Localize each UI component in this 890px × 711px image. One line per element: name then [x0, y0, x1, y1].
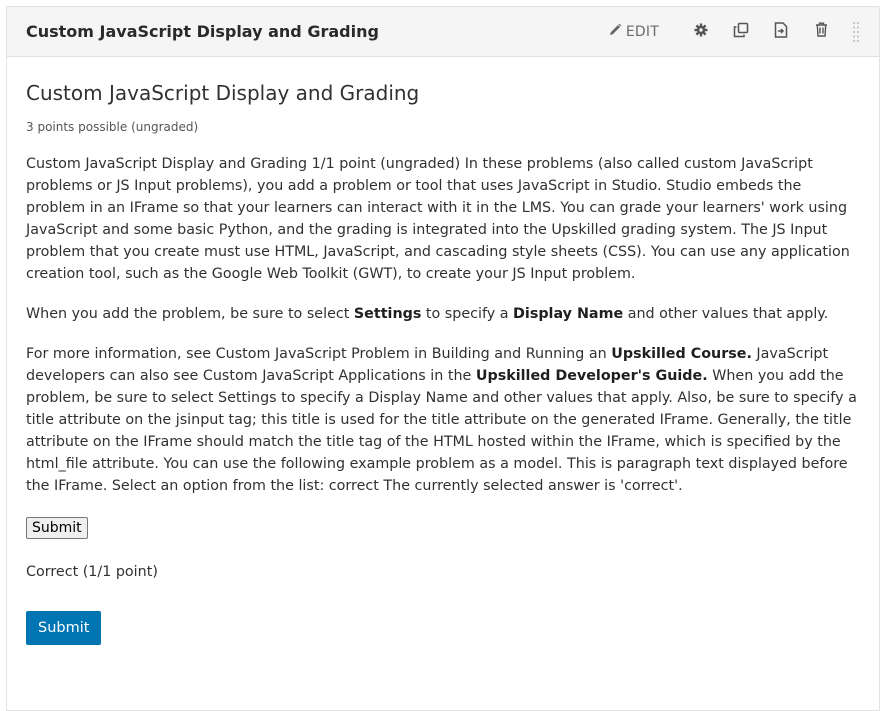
duplicate-button[interactable]: [721, 17, 761, 47]
inner-submit-button[interactable]: Submit: [26, 517, 88, 539]
edit-button[interactable]: [609, 23, 659, 40]
bold-settings: Settings: [353, 306, 422, 322]
delete-button[interactable]: [801, 17, 841, 47]
drag-handle-icon: [852, 21, 860, 43]
drag-handle[interactable]: [843, 17, 869, 47]
submit-button[interactable]: Submit: [26, 611, 101, 645]
points-possible: 3 points possible (ungraded): [26, 120, 199, 134]
duplicate-icon: [733, 22, 749, 42]
gear-icon: [694, 22, 708, 41]
xblock-header-title: Custom JavaScript Display and Grading: [26, 22, 379, 41]
xblock-header: [7, 7, 879, 57]
text-segment: JavaScript developers can also see Custom JavaScript Applications in the: [26, 346, 829, 384]
problem-title: Custom JavaScript Display and Grading: [26, 81, 420, 105]
problem-paragraph-settings: [26, 303, 860, 325]
correct-status: Correct (1/1 point): [26, 564, 158, 580]
header-actions: [609, 17, 869, 47]
bold-developers-guide: Upskilled Developer's Guide.: [475, 368, 708, 384]
problem-paragraph-intro: Custom JavaScript Display and Grading 1/1 point (ungraded) In these problems (also called custom JavaScript problems or JS Input problems), you add a problem or tool that uses JavaScript in Studio. Studio embeds the problem in an IFrame so that your learners can interact with it in the LMS. You can grade your learners' work using JavaScript and some basic Python, and the grading is integrated into the Upskilled grading system. The JS Input problem that you create must use HTML, JavaScript, and cascading style sheets (CSS). You can use any application creation tool, such as the Google Web Toolkit (GWT), to create your JS Input problem.: [26, 156, 850, 282]
move-button[interactable]: [761, 17, 801, 47]
trash-icon: [815, 22, 828, 41]
text-segment: When you add the problem, be sure to select: [26, 306, 354, 322]
bold-display-name: Display Name: [513, 306, 624, 322]
problem-content: [7, 79, 879, 645]
xblock-container: [6, 6, 880, 711]
edit-label: EDIT: [625, 23, 659, 40]
pencil-icon: [609, 23, 622, 40]
text-segment: When you add the problem, be sure to select Settings to specify a Display Name and other values that apply. Also, be sure to specify a title attribute on the jsinput tag; this title is used for the title attribute on the generated IFrame. Generally, the title attribute on the IFrame should match the title tag of the HTML hosted within the IFrame, which is specified by the html_file attribute. You can use the following example problem as a model. This is paragraph text displayed before the IFrame. Select an option from the list: correct The currently selected answer is 'correct'.: [26, 368, 857, 494]
problem-paragraph-more-info: [26, 343, 860, 497]
text-segment: and other values that apply.: [623, 306, 829, 322]
move-icon: [774, 22, 788, 42]
settings-button[interactable]: [681, 17, 721, 47]
text-segment: to specify a: [421, 306, 514, 322]
bold-upskilled-course: Upskilled Course.: [611, 346, 752, 362]
text-segment: For more information, see Custom JavaScript Problem in Building and Running an: [26, 346, 612, 362]
